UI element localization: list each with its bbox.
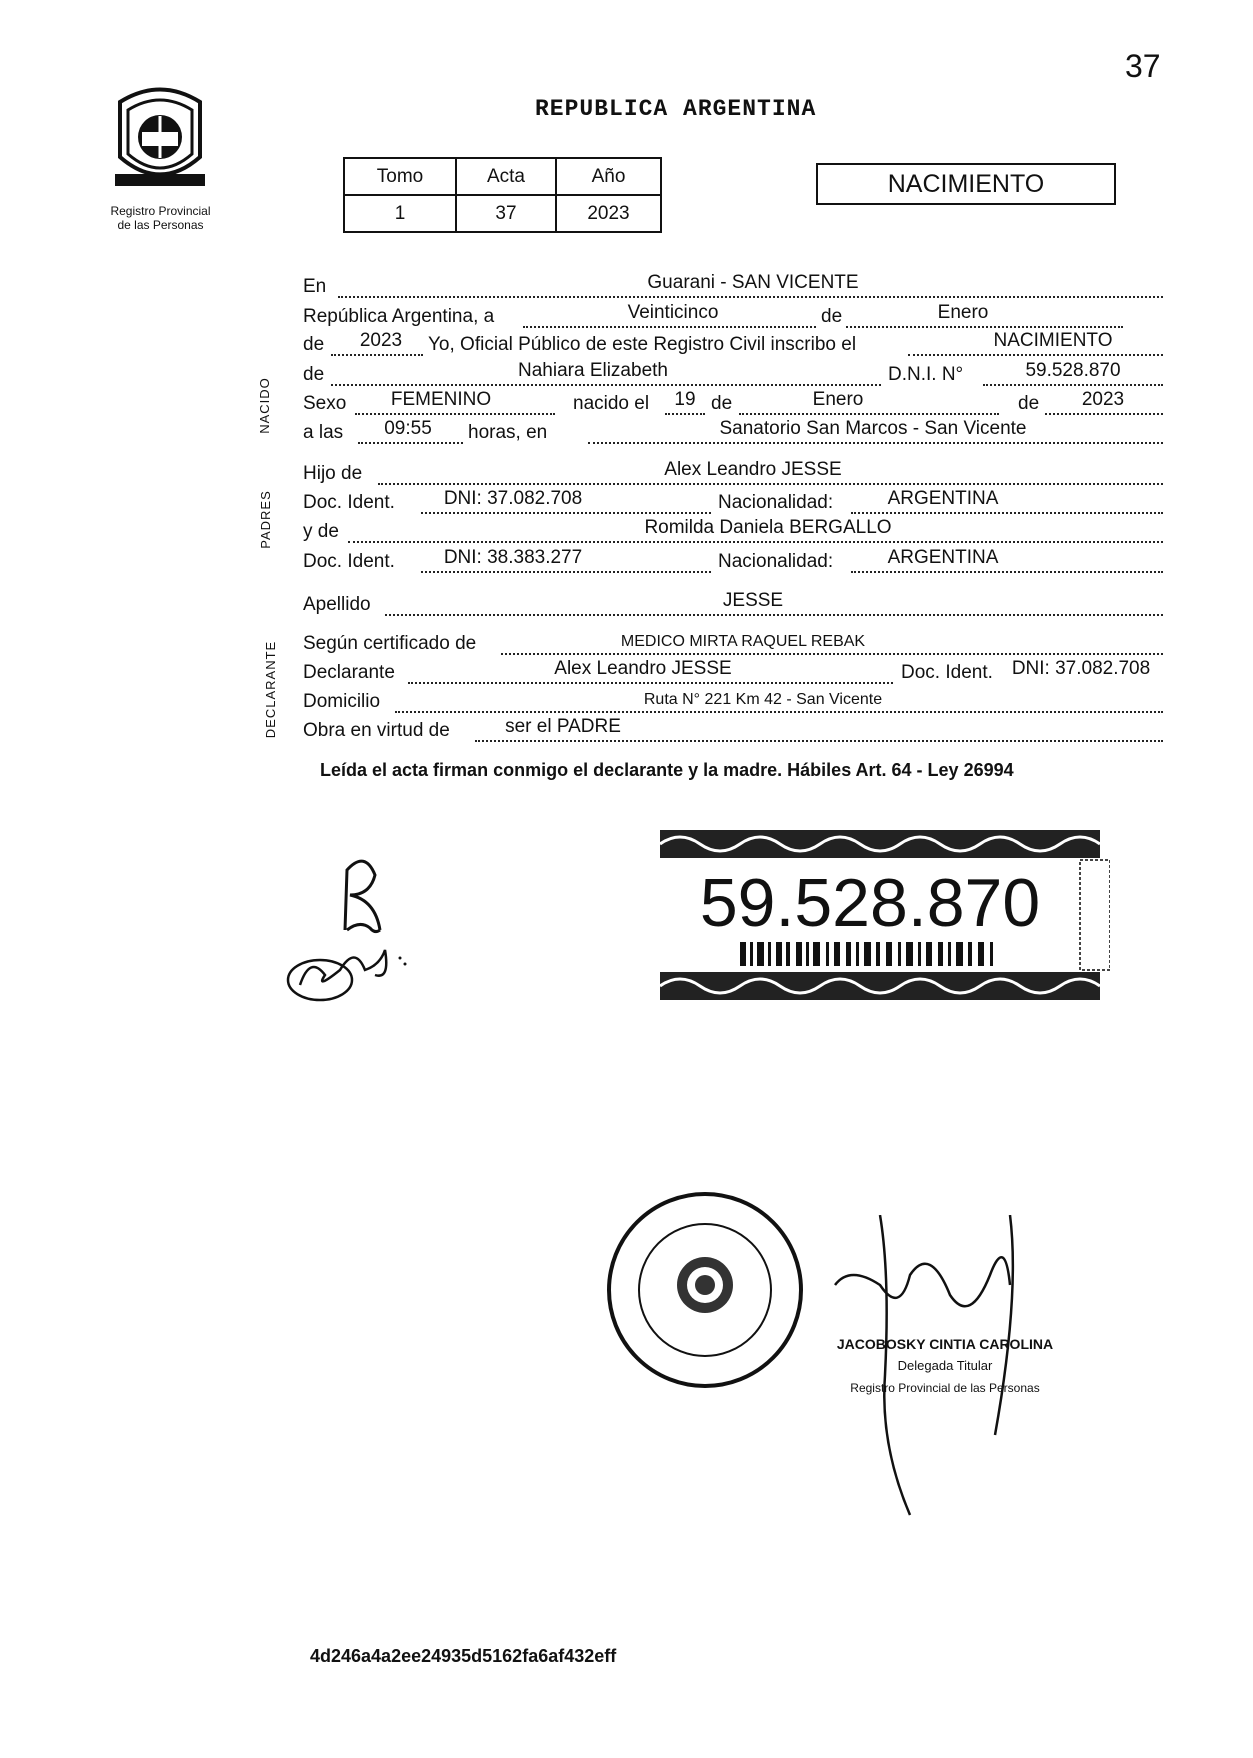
tomo-header: Tomo	[344, 158, 456, 195]
nac-mes: Enero	[812, 389, 864, 410]
field-inscribo: de 2023 Yo, Oficial Público de este Registro Civil inscribo el NACIMIENTO	[303, 328, 1163, 358]
official-registry: Registro Provincial de las Personas	[850, 1381, 1040, 1395]
mes-value: Enero	[937, 302, 989, 323]
field-declarante: Declarante Alex Leandro JESSE Doc. Ident. DNI: 37.082.708	[303, 656, 1163, 686]
side-label-declarante: DECLARANTE	[263, 640, 279, 739]
document-hash: 4d246a4a2ee24935d5162fa6af432eff	[310, 1646, 617, 1666]
record-type-box: NACIMIENTO	[816, 163, 1116, 205]
country-title: REPUBLICA ARGENTINA	[535, 96, 817, 122]
field-domicilio: Domicilio Ruta N° 221 Km 42 - San Vicente	[303, 685, 1163, 715]
acta-value: 37	[456, 195, 556, 232]
certificado-value: MEDICO MIRTA RAQUEL REBAK	[620, 633, 866, 650]
side-label-padres: PADRES	[257, 490, 273, 549]
side-label-nacido: NACIDO	[256, 377, 272, 434]
field-apellido: Apellido JESSE	[303, 588, 1163, 618]
apellido-value: JESSE	[722, 590, 784, 611]
obra-value: ser el PADRE	[505, 716, 621, 737]
nac-anio: 2023	[1081, 389, 1125, 410]
acta-header: Acta	[456, 158, 556, 195]
inscribo-value: NACIMIENTO	[993, 330, 1113, 351]
acta-table	[343, 157, 662, 233]
anio-header: Año	[556, 158, 661, 195]
padre-doc-value: DNI: 37.082.708	[443, 488, 583, 509]
field-sexo-nacimiento: Sexo FEMENINO nacido el 19 de Enero de 2023	[303, 387, 1163, 417]
dia-value: Veinticinco	[627, 302, 719, 323]
field-padre-doc: Doc. Ident. DNI: 37.082.708 Nacionalidad: ARGENTINA	[303, 486, 1163, 516]
en-value: Guarani - SAN VICENTE	[647, 272, 859, 293]
official-round-stamp	[600, 1185, 810, 1395]
madre-value: Romilda Daniela BERGALLO	[644, 517, 892, 538]
domicilio-value: Ruta N° 221 Km 42 - San Vicente	[643, 691, 883, 708]
province-seal-logo	[100, 82, 220, 202]
tomo-value: 1	[344, 195, 456, 232]
field-hora-lugar: a las 09:55 horas, en Sanatorio San Marcos - San Vicente	[303, 416, 1163, 446]
mother-signature	[285, 930, 415, 1010]
sexo-value: FEMENINO	[390, 389, 492, 410]
security-stamp	[660, 830, 1110, 1000]
declarante-value: Alex Leandro JESSE	[554, 658, 732, 679]
dni-value: 59.528.870	[1025, 360, 1121, 381]
field-madre: y de Romilda Daniela BERGALLO	[303, 515, 1163, 545]
stamp-number: 59.528.870	[699, 865, 1041, 941]
padre-value: Alex Leandro JESSE	[664, 459, 842, 480]
madre-doc-value: DNI: 38.383.277	[443, 547, 583, 568]
registry-name: Registro Provincial de las Personas	[110, 204, 211, 232]
field-certificado: Según certificado de MEDICO MIRTA RAQUEL REBAK	[303, 627, 1163, 657]
field-fecha-inscripcion: República Argentina, a Veinticinco de Enero	[303, 300, 1163, 330]
declarante-doc-value: DNI: 37.082.708	[1011, 658, 1151, 679]
field-en: En Guarani - SAN VICENTE	[303, 270, 1163, 300]
padre-nac-value: ARGENTINA	[887, 488, 999, 509]
closing-note: Leída el acta firman conmigo el declarante y la madre. Hábiles Art. 64 - Ley 26994	[320, 760, 1014, 780]
declarant-signature	[325, 850, 415, 940]
page-number: 37	[1125, 48, 1161, 84]
field-padre: Hijo de Alex Leandro JESSE	[303, 457, 1163, 487]
nac-dia: 19	[674, 389, 696, 410]
official-block	[820, 1333, 1070, 1399]
madre-nac-value: ARGENTINA	[887, 547, 999, 568]
official-name: JACOBOSKY CINTIA CAROLINA	[836, 1336, 1054, 1352]
field-madre-doc: Doc. Ident. DNI: 38.383.277 Nacionalidad: ARGENTINA	[303, 545, 1163, 575]
anio-value: 2023	[556, 195, 661, 232]
field-nombre: de Nahiara Elizabeth D.N.I. N° 59.528.870	[303, 358, 1163, 388]
lugar-value: Sanatorio San Marcos - San Vicente	[719, 418, 1027, 439]
official-role: Delegada Titular	[897, 1358, 993, 1373]
anio-inscripcion: 2023	[359, 330, 403, 351]
nombre-value: Nahiara Elizabeth	[518, 360, 668, 381]
hora-value: 09:55	[384, 418, 432, 439]
field-obra: Obra en virtud de ser el PADRE	[303, 714, 1163, 744]
